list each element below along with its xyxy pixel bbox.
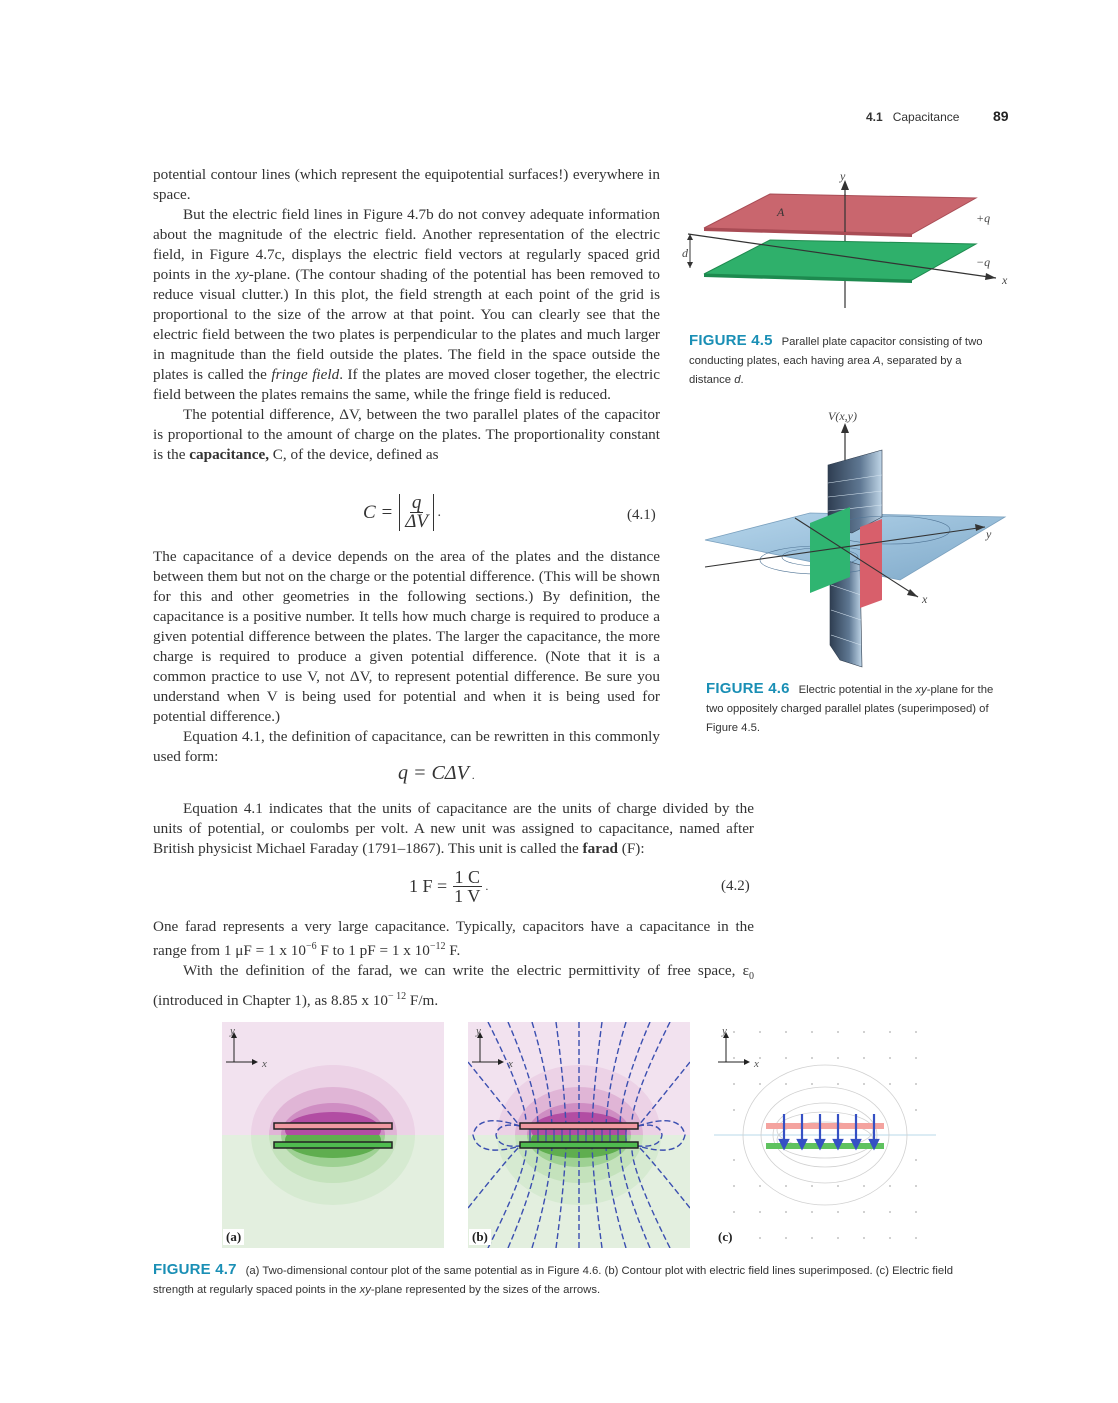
fig47b-axis-x: x: [508, 1058, 513, 1070]
fig45-sep-label: d: [682, 246, 688, 260]
bottom-plate: [704, 240, 976, 280]
fig47-label: FIGURE 4.7: [153, 1261, 237, 1278]
figure-4-7a-contour: [222, 1022, 444, 1248]
fig45-minus-q: −q: [976, 255, 991, 269]
fig47a-label: (a): [223, 1229, 244, 1245]
paragraph-4: The capacitance of a device depends on the area of the plates and the distance between them but not on the charge or the potential difference. (This will be shown for this and other geometries in the following sections.) By definition, the capacitance is a positive number. It tells how much charge is required to produce a given potential difference between the plates. The larger the capacitance, the more charge is required to produce a given potential difference. (Note that it is a common practice to use V, not ΔV, to represent potential difference. Be sure you understand when V is being used for potential and when it is being used for potential difference.): [153, 548, 660, 725]
figure-4-7-caption: FIGURE 4.7 (a) Two-dimensional contour plot of the same potential as in Figure 4.6. (b) Contour plot with electric field lines superimposed. (c) Electric field strength at regularly spaced points in the xy-plane represented by the sizes of the arrows.: [153, 1261, 954, 1296]
fig46-axis-x: x: [922, 592, 928, 606]
plate-negative-a: [274, 1142, 392, 1148]
fig47c-axis-y: y: [722, 1025, 727, 1037]
paragraph-1: potential contour lines (which represent the equipotential surfaces!) everywhere in space.: [153, 166, 660, 203]
eq-4-2-tag: (4.2): [721, 878, 750, 894]
figure-4-7b-field-lines: [468, 1022, 690, 1248]
eq1-denominator: ΔV: [405, 511, 429, 532]
fig47c-axis-x: x: [754, 1058, 759, 1070]
fig47b-label: (b): [469, 1229, 491, 1245]
eq2-lhs: 1 F =: [409, 876, 448, 896]
fig45-axis-x: x: [1002, 273, 1008, 287]
figure-4-7c-field-vectors: [714, 1022, 936, 1248]
top-plate: [704, 194, 976, 234]
text-column-3: [153, 799, 754, 859]
figure-4-5-caption: FIGURE 4.5 Parallel plate capacitor consisting of two conducting plates, each having area A, separated by a distance d.: [689, 332, 983, 386]
eq2-denominator: 1 V: [454, 886, 481, 906]
paragraph-5: Equation 4.1, the definition of capacitance, can be rewritten in this commonly used form:: [153, 728, 660, 765]
fig46-label: FIGURE 4.6: [706, 680, 790, 697]
equation-4-1: C = $\frac{q}{\Delta V}$ .: [363, 492, 442, 532]
fig47a-axis-x: x: [262, 1058, 267, 1070]
fig47a-axis-y: y: [230, 1025, 235, 1037]
equation-4-2: 1 F = $\frac{1 C}{1 V}$ .: [409, 867, 489, 906]
plate-positive-b: [520, 1123, 638, 1129]
section-number: 4.1: [866, 110, 883, 124]
figure-4-6-plot: [700, 405, 1010, 675]
red-plate: [860, 519, 882, 608]
eq2-numerator: 1 C: [454, 867, 481, 887]
fig46-axis-y: y: [986, 527, 992, 541]
fig45-label: FIGURE 4.5: [689, 332, 773, 349]
equation-q-cdv: q = CΔV .: [398, 762, 475, 784]
plate-positive-a: [274, 1123, 392, 1129]
text-column: [153, 165, 660, 465]
fig45-axis-y: y: [840, 169, 846, 183]
paragraph-2: But the electric field lines in Figure 4.7b do not convey adequate information about the magnitude of the electric field. Another representation of the electric field, in Figure 4.7c, displays the electric field vectors at regularly spaced grid points in the xy-plane. (The contour shading of the potential has been removed to reduce visual clutter.) In this plot, the field strength at each point of the grid is proportional to the size of the arrow at that point. You can clearly see that the electric field between the two plates is perpendicular to the plates and much larger in magnitude than the field outside the plates. The field in the space outside the plates is called the fringe field. If the plates are moved closer together, the electric field between the plates remains the same, while the fringe field is reduced.: [153, 206, 661, 403]
eq1-numerator: q: [411, 492, 422, 513]
figure-4-5-diagram: [680, 168, 1020, 323]
figure-4-6-caption: FIGURE 4.6 Electric potential in the xy-plane for the two oppositely charged parallel plates (superimposed) of Figure 4.5.: [706, 680, 994, 734]
text-column-4: [153, 917, 754, 1011]
fig46-axis-v: V(x,y): [828, 409, 857, 423]
running-header: [866, 110, 959, 124]
page-number: 89: [993, 108, 1009, 124]
fig47b-axis-y: y: [476, 1025, 481, 1037]
eq1-lhs: C =: [363, 501, 394, 523]
section-title: Capacitance: [892, 110, 960, 124]
fig45-plate-area-label: A: [777, 205, 785, 219]
eq-4-1-tag: (4.1): [627, 507, 656, 523]
fig47c-label: (c): [715, 1229, 735, 1245]
paragraph-7: One farad represents a very large capacitance. Typically, capacitors have a capacitance in the range from 1 μF = 1 x $10^{-6}$ F to 1 pF = 1 x $10^{-12}$ F.: [153, 918, 754, 960]
fig45-plus-q: +q: [976, 211, 991, 225]
plate-negative-b: [520, 1142, 638, 1148]
paragraph-8: With the definition of the farad, we can write the electric permittivity of free space, $\varepsilon_0$ (introduced in Chapter 1), as 8.85 x $10^{- 12}$ F/m.: [153, 962, 754, 1010]
text-column-2: [153, 547, 660, 767]
paragraph-3: The potential difference, ΔV, between the two parallel plates of the capacitor is proportional to the amount of charge on the plates. The proportionality constant is the capacitance, C, of the device, defined as: [153, 406, 660, 463]
paragraph-6: Equation 4.1 indicates that the units of capacitance are the units of charge divided by the units of potential, or coulombs per volt. A new unit was assigned to capacitance, named after British physicist Michael Faraday (1791–1867). This unit is called the farad (F):: [153, 800, 754, 857]
